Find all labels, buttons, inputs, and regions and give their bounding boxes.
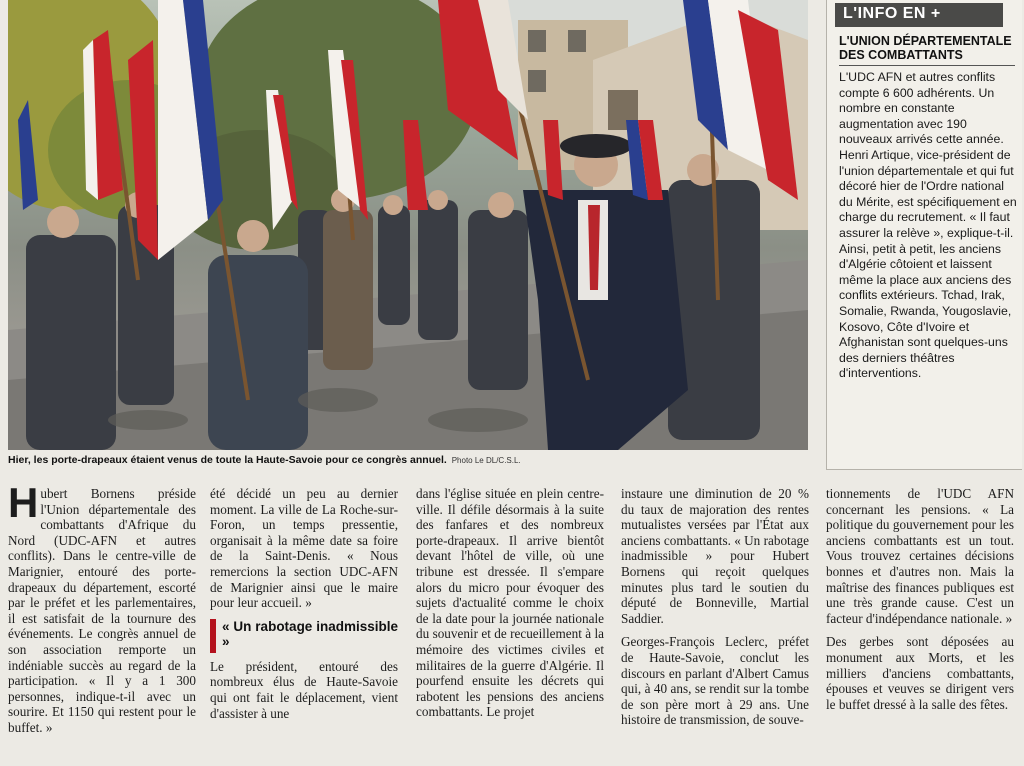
parade-photo bbox=[8, 0, 808, 450]
article-column-4 bbox=[621, 486, 809, 766]
article-paragraph: Georges-François Leclerc, préfet de Haute-Savoie, conclut les discours en parlant d'Albert Camus qui, à 40 ans, se rendit sur la tombe de son père mort à 29 ans. Une histoire de transmission, de souve- bbox=[621, 634, 809, 728]
article-paragraph: instaure une diminution de 20 % du taux de majoration des rentes mutualistes versées par l'État aux anciens combattants. « Un rabotage inadmissible » pour Hubert Bornens qui reçoit quelques minutes plus tard le soutien du député de Bonneville, Martial Saddier. bbox=[621, 486, 809, 626]
article-paragraph: dans l'église située en plein centre-ville. Il défile désormais à la suite des fanfares et des nombreux porte-drapeaux. Il arrive bientôt devant l'hôtel de ville, où une tribune est dressée. Il s'empare alors du micro pour évoquer des sujets d'actualité comme le choix de la date pour la journée nationale du souvenir et de recueillement à la mémoire des victimes civiles et militaires de la guerre d'Algérie. Il pourfend ensuite les décrets qui rabotent les pensions des anciens combattants. Le projet bbox=[416, 486, 604, 720]
caption-text: Hier, les porte-drapeaux étaient venus de toute la Haute-Savoie pour ce congrès annuel. bbox=[8, 454, 447, 466]
info-heading: L'UNION DÉPARTEMENTALE DES COMBATTANTS bbox=[839, 34, 1012, 62]
article-subheading: « Un rabotage inadmissible » bbox=[210, 619, 398, 649]
article-paragraph: été décidé un peu au dernier moment. La ville de La Roche-sur-Foron, un temps pressentie, organisait à la même date sa foire de la Saint-Denis. « Nous remercions la section UDC-AFN de Marignier ainsi que le maire pour leur accueil. » bbox=[210, 486, 398, 611]
info-divider bbox=[839, 65, 1015, 66]
parade-illustration bbox=[8, 0, 808, 450]
info-body: L'UDC AFN et autres conflits compte 6 600 adhérents. Un nombre en constante augmentation avec 190 nouveaux arrivés cette année. Henri Artique, vice-président de l'union départementale et qui fut décoré hier de l'Ordre national du Mérite, est spécifiquement en charge du recrutement. « Il faut assurer la relève », explique-t-il. Ainsi, petit à petit, les anciens d'Algérie côtoient et laissent même la place aux anciens des conflits extérieurs. Tchad, Irak, Somalie, Rwanda, Yougoslavie, Kosovo, Côte d'Ivoire et Afghanistan sont quelques-uns des derniers théâtres d'interventions. bbox=[839, 70, 1017, 381]
paragraph-gap bbox=[826, 626, 1014, 634]
photo-caption bbox=[8, 454, 808, 470]
article-column-2 bbox=[210, 486, 398, 766]
info-banner: L'INFO EN + bbox=[835, 3, 1003, 27]
photo-credit: Photo Le DL/C.S.L. bbox=[451, 456, 521, 465]
info-sidebar bbox=[826, 0, 1022, 470]
article-paragraph: tionnements de l'UDC AFN concernant les pensions. « La politique du gouvernement pour les anciens combattants est un tout. Vous trouvez certaines décisions bonnes et d'autres non. Mais la maîtrise des finances publiques est une très grande cause. C'est un facteur d'indépendance nationale. » bbox=[826, 486, 1014, 626]
article-column-3 bbox=[416, 486, 604, 766]
article-paragraph: ubert Bornens préside l'Union départementale des combattants d'Afrique du Nord (UDC-AFN et autres conflits). Dans le centre-ville de Marignier, entouré des porte-drapeaux du département, escorté par le préfet et les parlementaires, il est satisfait de la tournure des événements. Le congrès annuel de son association remporte un indéniable succès au regard de la participation. « Il y a 1 300 personnes, indique-t-il avec un sourire. Et 1150 qui restent pour le buffet. » bbox=[8, 486, 196, 735]
article-paragraph: Des gerbes sont déposées au monument aux Morts, et les milliers d'anciens combattants, épouses et veuves se dirigent vers le buffet dressé à la salle des fêtes. bbox=[826, 634, 1014, 712]
article-paragraph: Le président, entouré des nombreux élus de Haute-Savoie qui ont fait le déplacement, vient d'assister à une bbox=[210, 658, 398, 721]
paragraph-gap bbox=[621, 626, 809, 634]
article-column-5 bbox=[826, 486, 1014, 766]
drop-cap: H bbox=[8, 486, 39, 526]
article-column-1 bbox=[8, 486, 196, 766]
